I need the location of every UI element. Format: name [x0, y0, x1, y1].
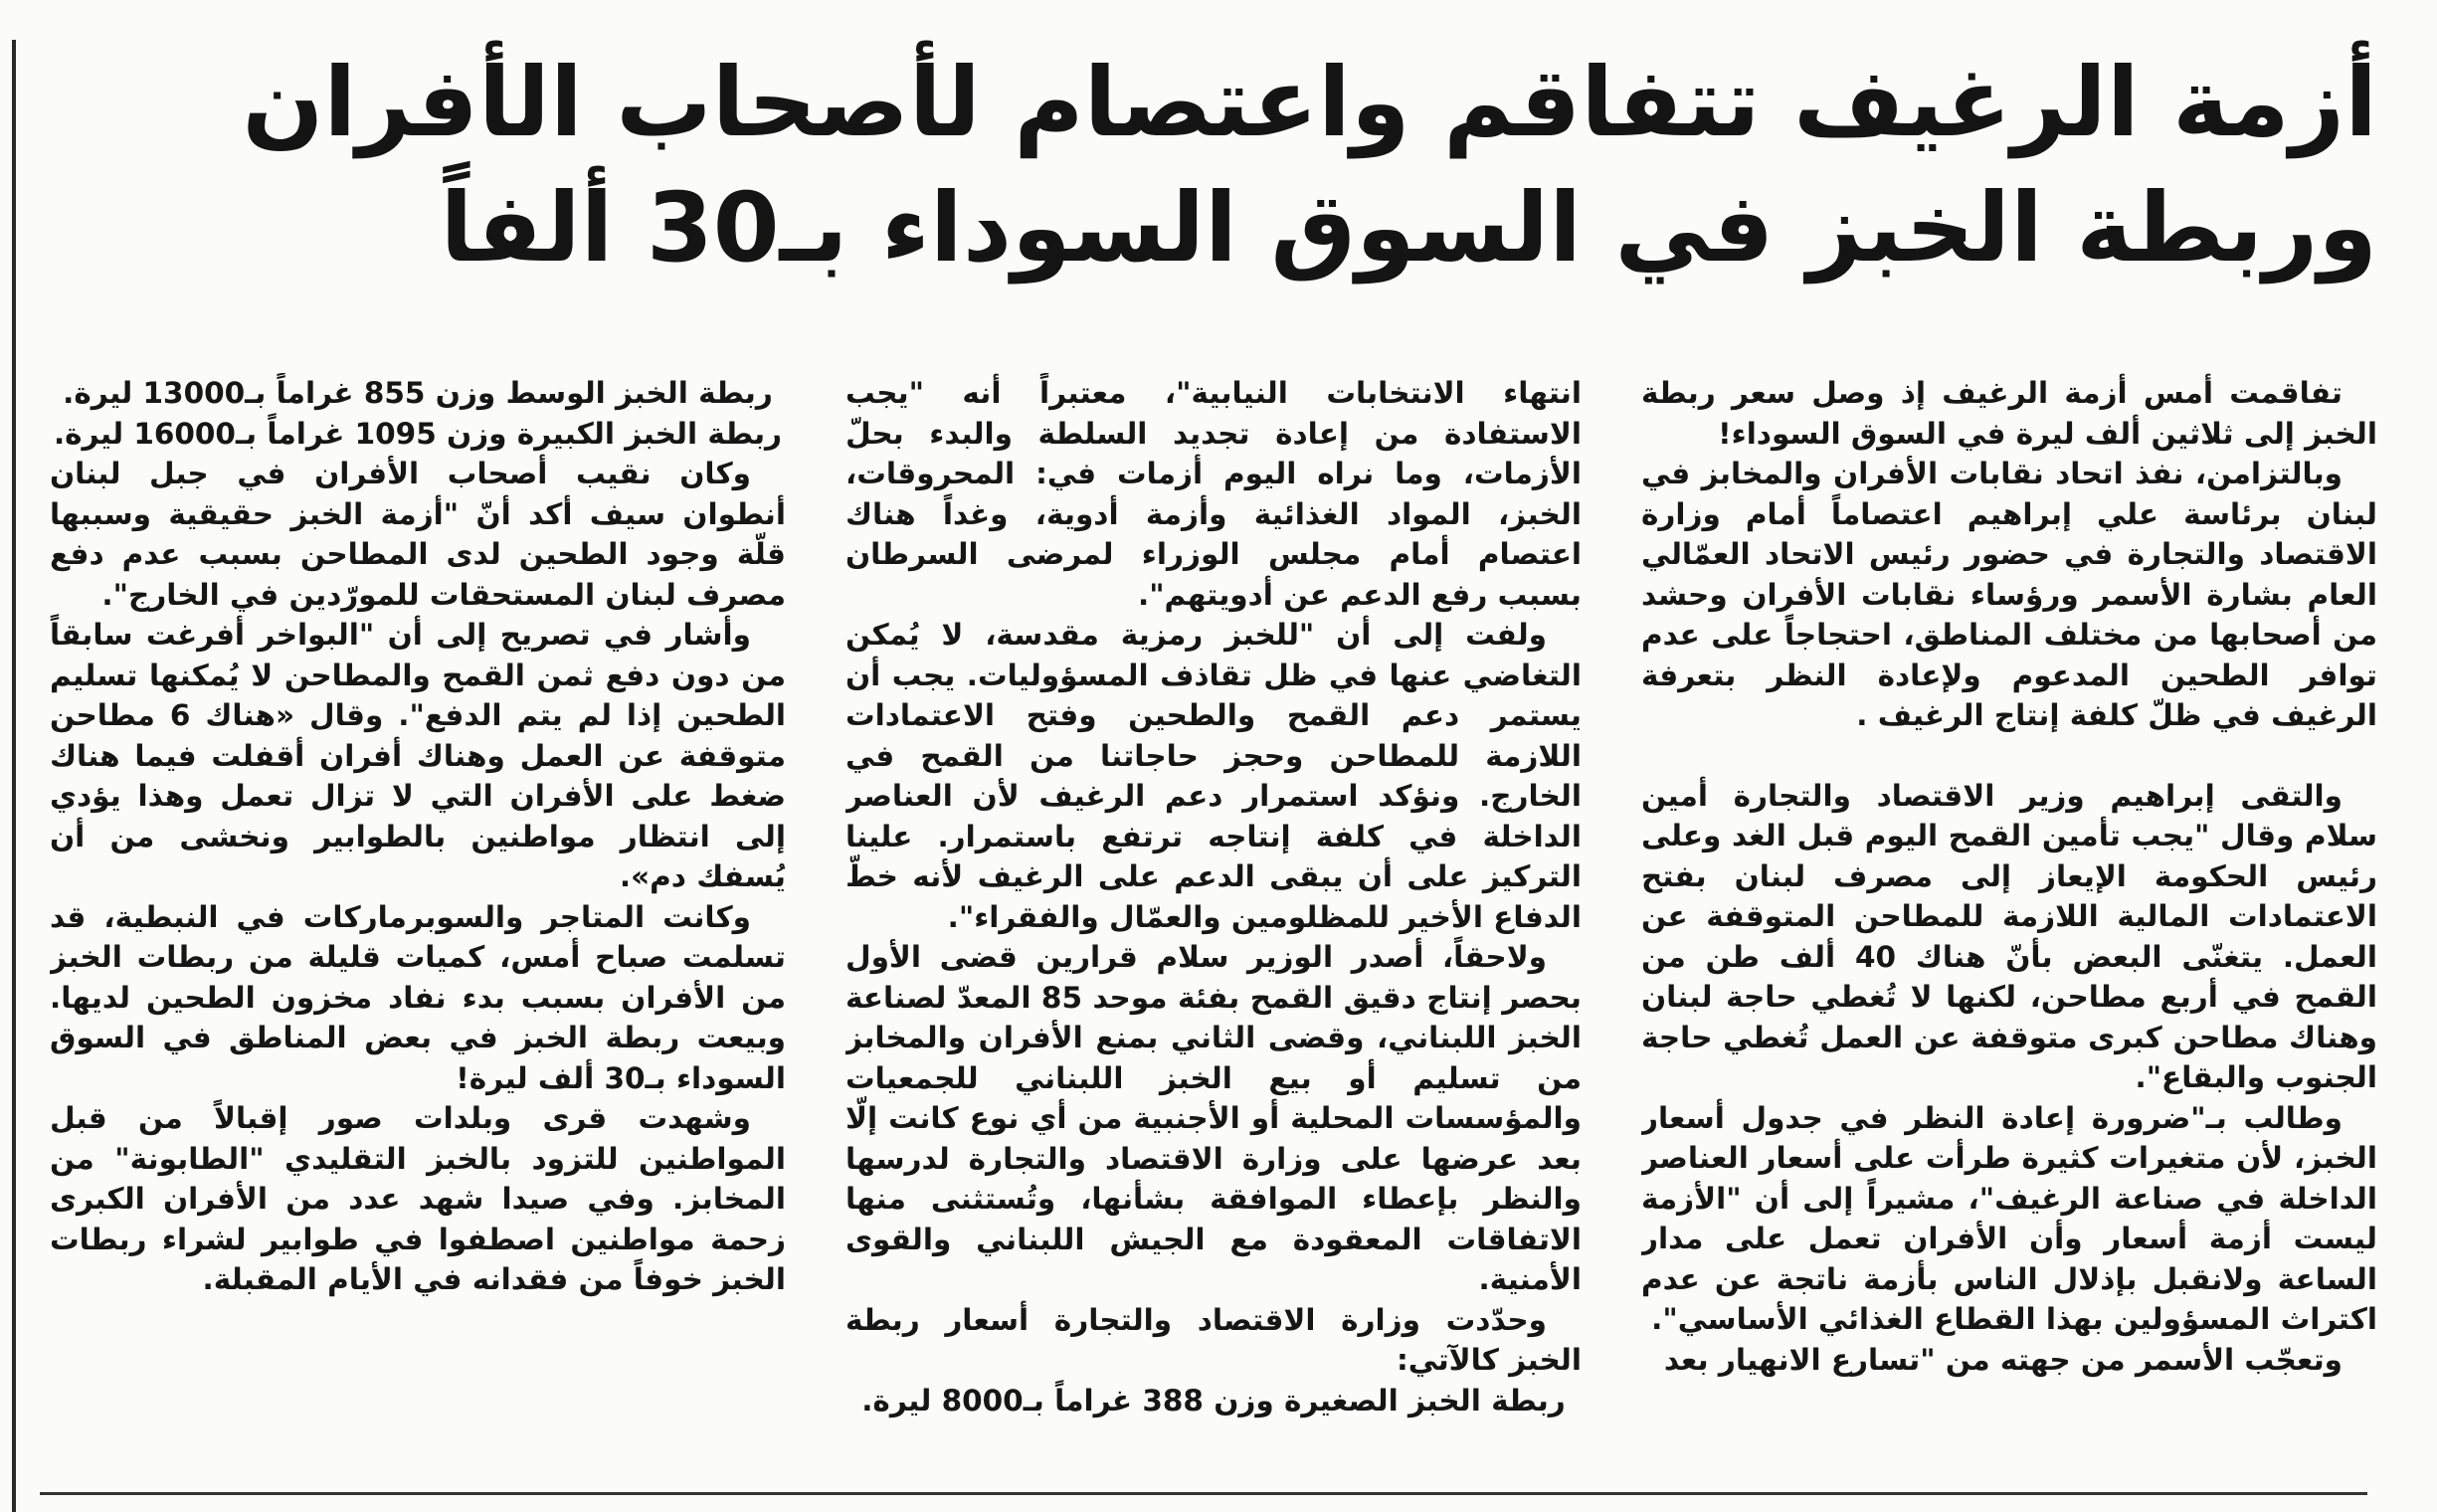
- column-2: [845, 373, 1582, 1482]
- paragraph: وشهدت قرى وبلدات صور إقبالاً من قبل المواطنين للتزود بالخبز التقليدي "الطابونة" من المخابز. وفي صيدا شهد عدد من الأفران الكبرى زحمة مواطنين اصطفوا في طوابير لشراء ربطات الخبز خوفاً من فقدانه في الأيام المقبلة.: [50, 1101, 786, 1296]
- paragraph: وحدّدت وزارة الاقتصاد والتجارة أسعار ربطة الخبز كالآتي:: [845, 1302, 1582, 1377]
- page-edge-rule: [12, 40, 16, 1512]
- price-line: ربطة الخبز الكبيرة وزن 1095 غراماً بـ16000 ليرة.: [53, 416, 783, 451]
- paragraph: وبالتزامن، نفذ اتحاد نقابات الأفران والمخابز في لبنان برئاسة علي إبراهيم اعتصاماً أمام وزارة الاقتصاد والتجارة في حضور رئيس الاتحاد العمّالي العام بشارة الأسمر ورؤساء نقابات الأفران وحشد من أصحابها من مختلف المناطق، احتجاجاً على عدم توافر الطحين المدعوم ولإعادة النظر بتعرفة الرغيف في ظلّ كلفة إنتاج الرغيف .: [1641, 457, 2377, 732]
- price-line: ربطة الخبز الصغيرة وزن 388 غراماً بـ8000 ليرة.: [861, 1383, 1566, 1418]
- paragraph: والتقى إبراهيم وزير الاقتصاد والتجارة أمين سلام وقال "يجب تأمين القمح اليوم قبل الغد وعلى رئيس الحكومة الإيعاز إلى مصرف لبنان بفتح الاعتمادات المالية اللازمة للمطاحن المتوقفة عن العمل. يتغنّى البعض بأنّ هناك 40 ألف طن من القمح في أربع مطاحن، لكنها لا تُغطي حاجة لبنان وهناك مطاحن كبرى متوقفة عن العمل تُغطي حاجة الجنوب والبقاع".: [1641, 778, 2377, 1094]
- paragraph: وكان نقيب أصحاب الأفران في جبل لبنان أنطوان سيف أكد أنّ "أزمة الخبز حقيقية وسببها قلّة وجود الطحين لدى المطاحن بسبب عدم دفع مصرف لبنان المستحقات للمورّدين في الخارج".: [50, 457, 786, 612]
- paragraph: ولاحقاً، أصدر الوزير سلام قرارين قضى الأول بحصر إنتاج دقيق القمح بفئة موحد 85 المعدّ لصناعة الخبز اللبناني، وقضى الثاني بمنع الأفران والمخابز من تسليم أو بيع الخبز اللبناني للجمعيات والمؤسسات المحلية أو الأجنبية من أي نوع كانت إلّا بعد عرضها على وزارة الاقتصاد والتجارة لدرسها والنظر بإعطاء الموافقة بشأنها، وتُستثنى منها الاتفاقات المعقودة مع الجيش اللبناني والقوى الأمنية.: [845, 940, 1582, 1296]
- paragraph: تفاقمت أمس أزمة الرغيف إذ وصل سعر ربطة الخبز إلى ثلاثين ألف ليرة في السوق السوداء!: [1641, 376, 2377, 451]
- column-3: [50, 373, 786, 1482]
- paragraph: وطالب بـ"ضرورة إعادة النظر في جدول أسعار الخبز، لأن متغيرات كثيرة طرأت على أسعار العناصر الداخلة في صناعة الرغيف"، مشيراً إلى أن "الأزمة ليست أزمة أسعار وأن الأفران تعمل على مدار الساعة ولانقبل بإذلال الناس بأزمة ناتجة عن عدم اكتراث المسؤولين بهذا القطاع الغذائي الأساسي".: [1641, 1100, 2377, 1336]
- article-headline: [242, 40, 2377, 290]
- bottom-divider: [40, 1492, 2367, 1495]
- headline-line-2: وربطة الخبز في السوق السوداء بـ30 ألفاً: [440, 172, 2377, 284]
- paragraph: وتعجّب الأسمر من جهته من "تسارع الانهيار بعد: [1663, 1342, 2343, 1377]
- headline-line-1: أزمة الرغيف تتفاقم واعتصام لأصحاب الأفران: [242, 47, 2377, 158]
- paragraph: وأشار في تصريح إلى أن "البواخر أفرغت سابقاً من دون دفع ثمن القمح والمطاحن لا يُمكنها تسليم الطحين إذا لم يتم الدفع". وقال «هناك 6 مطاحن متوقفة عن العمل وهناك أفران أقفلت فيما هناك ضغط على الأفران التي لا تزال تعمل وهذا يؤدي إلى انتظار مواطنين بالطوابير ونخشى من أن يُسفك دم».: [50, 618, 786, 893]
- article-body: [30, 373, 2377, 1482]
- paragraph: انتهاء الانتخابات النيابية"، معتبراً أنه "يجب الاستفادة من إعادة تجديد السلطة والبدء بحلّ الأزمات، وما نراه اليوم أزمات في: المحروقات، الخبز، المواد الغذائية وأزمة أدوية، وغداً هناك اعتصام أمام مجلس الوزراء لمرضى السرطان بسبب رفع الدعم عن أدويتهم".: [845, 376, 1582, 612]
- paragraph: وكانت المتاجر والسوبرماركات في النبطية، قد تسلمت صباح أمس، كميات قليلة من ربطات الخبز من الأفران بسبب بدء نفاد مخزون الطحين لديها. وبيعت ربطة الخبز في بعض المناطق في السوق السوداء بـ30 ألف ليرة!: [50, 899, 786, 1095]
- paragraph: ولفت إلى أن "للخبز رمزية مقدسة، لا يُمكن التغاضي عنها في ظل تقاذف المسؤوليات. يجب أن يستمر دعم القمح والطحين وفتح الاعتمادات اللازمة للمطاحن وحجز حاجاتنا من القمح في الخارج. ونؤكد استمرار دعم الرغيف لأن العناصر الداخلة في كلفة إنتاجه ترتفع باستمرار. علينا التركيز على أن يبقى الدعم على الرغيف لأنه خطّ الدفاع الأخير للمظلومين والعمّال والفقراء".: [845, 618, 1582, 934]
- column-1: [1641, 373, 2377, 1482]
- price-line: ربطة الخبز الوسط وزن 855 غراماً بـ13000 ليرة.: [63, 376, 773, 410]
